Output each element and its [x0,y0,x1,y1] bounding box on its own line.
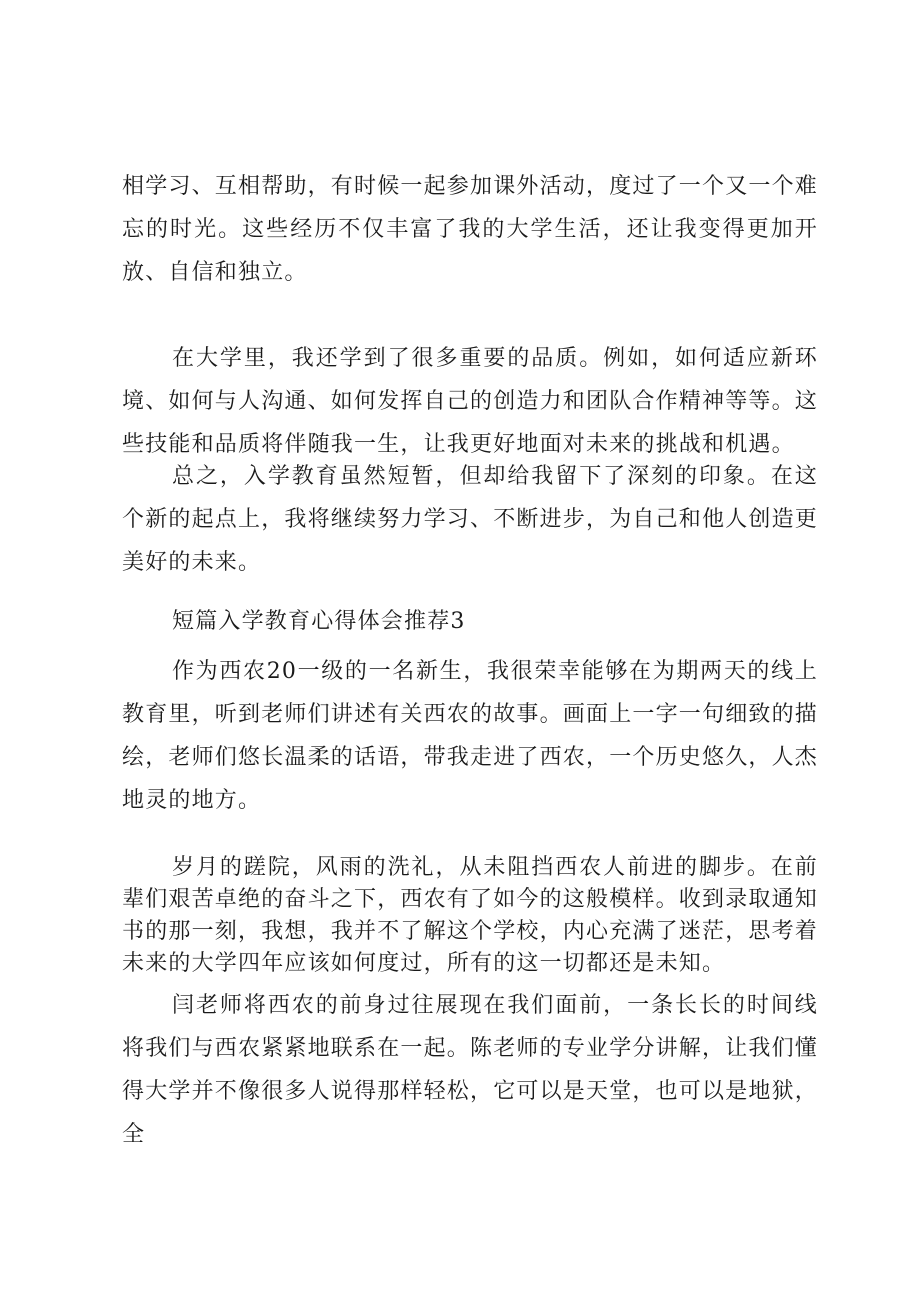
section-heading: 短篇入学教育心得体会推荐3 [172,609,466,634]
paragraph-5: 岁月的蹉院，风雨的洗礼，从未阻挡西农人前进的脚步。在前辈们艰苦卓绝的奋斗之下，西农有了如今的这般模样。收到录取通知书的那一刻，我想，我并不了解这个学校，内心充满了迷茫，思考着未来的大学四年应该如何度过，所有的这一切都还是未知。 [122,855,819,976]
paragraph-3: 总之，入学教育虽然短暂，但却给我留下了深刻的印象。在这个新的起点上，我将继续努力学习、不断进步，为自己和他人创造更美好的未来。 [122,464,819,575]
paragraph-1: 相学习、互相帮助，有时候一起参加课外活动，度过了一个又一个难忘的时光。这些经历不仅丰富了我的大学生活，还让我变得更加开放、自信和独立。 [122,174,819,285]
paragraph-6: 闫老师将西农的前身过往展现在我们面前，一条长长的时间线将我们与西农紧紧地联系在一起。陈老师的专业学分讲解，让我们懂得大学并不像很多人说得那样轻松，它可以是天堂，也可以是地狱，全 [122,993,819,1147]
paragraph-4: 作为西农20一级的一名新生，我很荣幸能够在为期两天的线上教育里，听到老师们讲述有关西农的故事。画面上一字一句细致的描绘，老师们悠长温柔的话语，带我走进了西农，一个历史悠久，人杰地灵的地方。 [122,659,819,813]
paragraph-2: 在大学里，我还学到了很多重要的品质。例如，如何适应新环境、如何与人沟通、如何发挥自己的创造力和团队合作精神等等。这些技能和品质将伴随我一生，让我更好地面对未来的挑战和机遇。 [122,346,819,457]
